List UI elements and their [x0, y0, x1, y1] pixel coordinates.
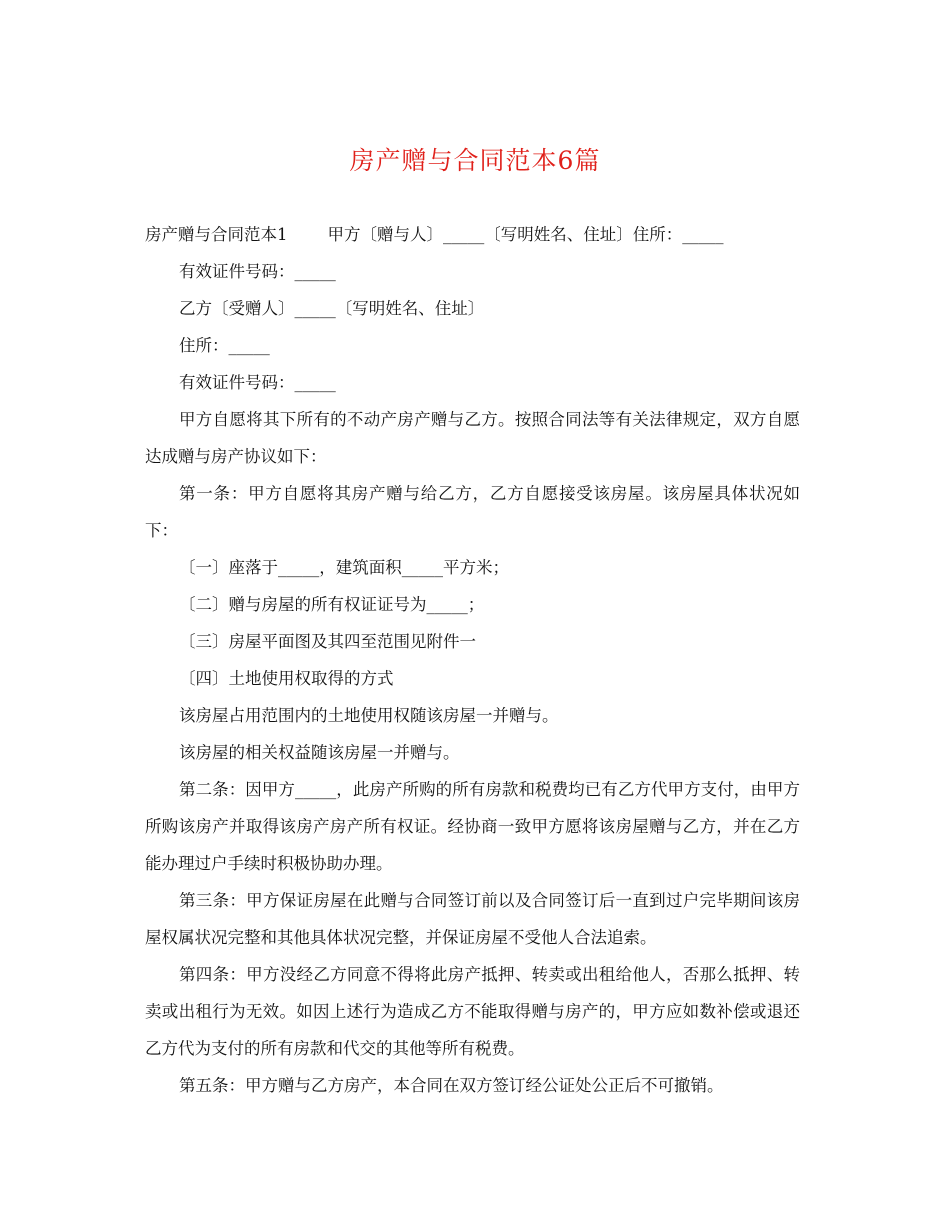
party-a-id-line: 有效证件号码：_____: [179, 262, 336, 281]
list-item: 〔二〕赠与房屋的所有权证证号为_____；: [179, 595, 485, 614]
party-b-id-line: 有效证件号码：_____: [179, 373, 336, 392]
list-item: 〔四〕土地使用权取得的方式: [179, 669, 394, 688]
article-3: 第三条：甲方保证房屋在此赠与合同签订前以及合同签订后一直到过户完毕期间该房屋权属状况完整和其他具体状况完整，并保证房屋不受他人合法追索。: [145, 891, 800, 947]
party-b-address-line: 住所：_____: [179, 336, 270, 355]
list-item: 〔一〕座落于_____，建筑面积_____平方米；: [179, 558, 509, 577]
article-4: 第四条：甲方没经乙方同意不得将此房产抵押、转卖或出租给他人，否那么抵押、转卖或出租行为无效。如因上述行为造成乙方不能取得赠与房产的，甲方应如数补偿或退还乙方代为支付的所有房款和代交的其他等所有税费。: [145, 965, 800, 1058]
party-b-line: 乙方〔受赠人〕_____〔写明姓名、住址〕: [179, 299, 485, 318]
preamble-paragraph: 甲方自愿将其下所有的不动产房产赠与乙方。按照合同法等有关法律规定，双方自愿达成赠与房产协议如下：: [145, 410, 800, 466]
intro-line: [145, 216, 800, 253]
list-item: 〔三〕房屋平面图及其四至范围见附件一: [179, 632, 476, 651]
article-1: 第一条：甲方自愿将其房产赠与给乙方，乙方自愿接受该房屋。该房屋具体状况如下：: [145, 484, 800, 540]
rights-note: 该房屋的相关权益随该房屋一并赠与。: [179, 743, 460, 762]
article-2: 第二条：因甲方_____，此房产所购的所有房款和税费均已有乙方代甲方支付，由甲方所购该房产并取得该房产房产所有权证。经协商一致甲方愿将该房屋赠与乙方，并在乙方能办理过户手续时积极协助办理。: [145, 780, 800, 873]
article-5: 第五条：甲方赠与乙方房产，本合同在双方签订经公证处公正后不可撤销。: [179, 1076, 724, 1095]
contract-label: 房产赠与合同范本1: [145, 225, 288, 244]
document-body: [145, 216, 800, 1104]
document-title: 房产赠与合同范本6篇: [349, 146, 601, 175]
party-a-line: 甲方〔赠与人〕_____〔写明姓名、住址〕住所：_____: [327, 225, 724, 244]
land-use-note: 该房屋占用范围内的土地使用权随该房屋一并赠与。: [179, 706, 559, 725]
